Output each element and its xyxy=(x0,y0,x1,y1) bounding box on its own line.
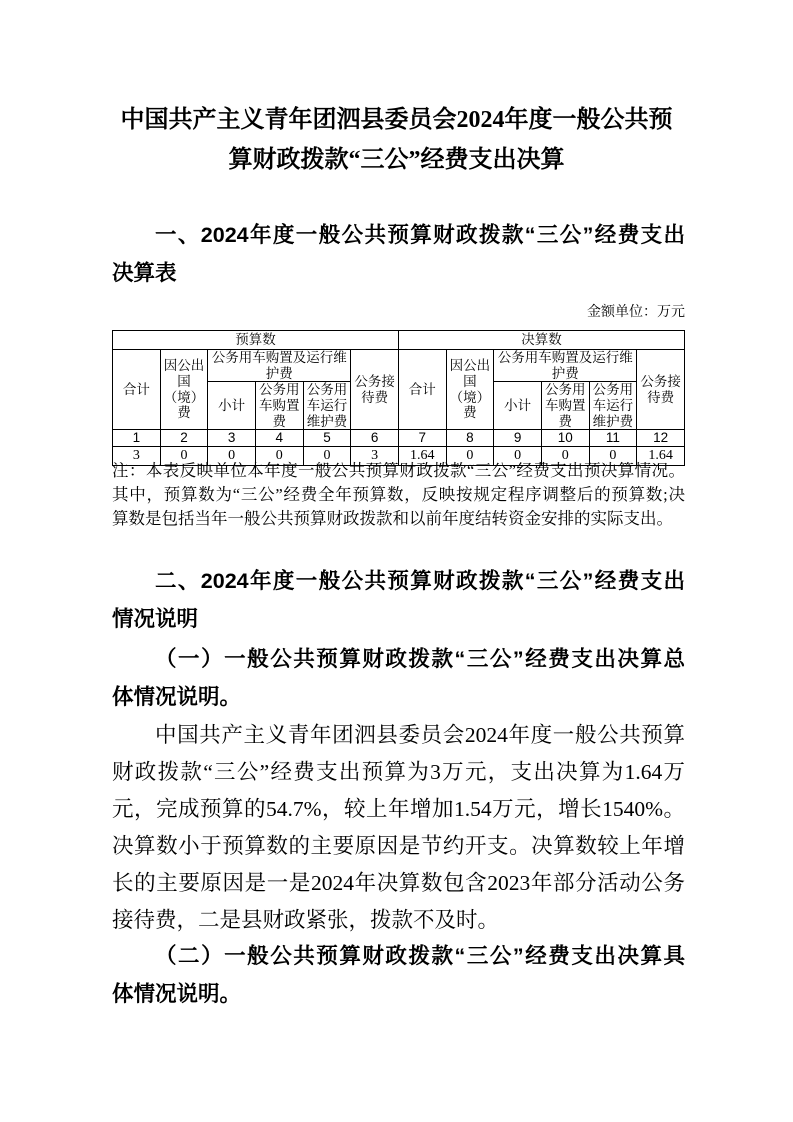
column-number-cell: 11 xyxy=(589,430,637,447)
table-note-line-1: 注：本表反映单位本年度一般公共预算财政拨款“三公”经费支出预决算情况。 xyxy=(112,461,685,480)
three-public-expense-table xyxy=(112,330,685,466)
summary-paragraph-line-3: 元，完成预算的54.7%，较上年增加1.54万元，增长1540%。 xyxy=(112,797,685,821)
header-budget-group: 预算数 xyxy=(113,331,399,350)
header-budget-vehicle-maintenance: 公务用车运行维护费 xyxy=(303,382,351,430)
header-budget-vehicle-group: 公务用车购置及运行维护费 xyxy=(208,350,351,382)
value-cell-final-abroad: 0 xyxy=(446,447,494,466)
value-cell-budget-purchase: 0 xyxy=(255,447,303,466)
section-two-heading-line-2: 情况说明 xyxy=(112,607,199,631)
header-final-vehicle-maintenance: 公务用车运行维护费 xyxy=(589,382,637,430)
table-note-line-2: 其中，预算数为“三公”经费全年预算数，反映按规定程序调整后的预算数;决 xyxy=(112,485,685,504)
header-final-vehicle-purchase: 公务用车购置费 xyxy=(541,382,589,430)
section-two-heading xyxy=(112,562,685,638)
section-one-heading-line-2: 决算表 xyxy=(112,261,177,285)
subsection-two-heading xyxy=(112,937,685,1013)
document-title-line-1: 中国共产主义青年团泗县委员会2024年度一般公共预 xyxy=(120,107,673,133)
value-cell-budget-subtotal: 0 xyxy=(208,447,256,466)
column-number-cell: 6 xyxy=(351,430,399,447)
header-final-abroad-fee: 因公出国（境）费 xyxy=(446,350,494,430)
column-number-cell: 12 xyxy=(637,430,685,447)
summary-paragraph-line-2: 财政拨款“三公”经费支出预算为3万元，支出决算为1.64万 xyxy=(112,760,685,784)
column-number-cell: 10 xyxy=(541,430,589,447)
value-cell-budget-abroad: 0 xyxy=(160,447,208,466)
column-number-cell: 3 xyxy=(208,430,256,447)
summary-paragraph-line-1: 中国共产主义青年团泗县委员会2024年度一般公共预算 xyxy=(155,723,685,747)
amount-unit-label: 金额单位：万元 xyxy=(587,305,685,320)
table-note xyxy=(112,459,685,531)
column-number-cell: 9 xyxy=(494,430,542,447)
value-cell-final-total: 1.64 xyxy=(398,447,446,466)
column-number-cell: 4 xyxy=(255,430,303,447)
subsection-two-heading-line-2: 体情况说明。 xyxy=(112,982,242,1006)
section-one-heading xyxy=(112,216,685,292)
document-title xyxy=(0,100,793,180)
summary-paragraph-line-5: 长的主要原因是一是2024年决算数包含2023年部分活动公务 xyxy=(112,871,685,895)
header-budget-abroad-fee: 因公出国（境）费 xyxy=(160,350,208,430)
column-number-cell: 8 xyxy=(446,430,494,447)
value-cell-budget-reception: 3 xyxy=(351,447,399,466)
header-final-vehicle-subtotal: 小计 xyxy=(494,382,542,430)
header-budget-reception-fee: 公务接待费 xyxy=(351,350,399,430)
value-cell-final-subtotal: 0 xyxy=(494,447,542,466)
value-cell-final-reception: 1.64 xyxy=(637,447,685,466)
header-budget-vehicle-purchase: 公务用车购置费 xyxy=(255,382,303,430)
header-final-total: 合计 xyxy=(398,350,446,430)
header-final-group: 决算数 xyxy=(398,331,684,350)
section-two-heading-line-1: 二、2024年度一般公共预算财政拨款“三公”经费支出 xyxy=(155,569,685,593)
value-cell-budget-total: 3 xyxy=(113,447,161,466)
subsection-one-heading-line-1: （一）一般公共预算财政拨款“三公”经费支出决算总 xyxy=(155,647,685,671)
summary-paragraph-line-6: 接待费，二是县财政紧张，拨款不及时。 xyxy=(112,908,500,932)
column-number-cell: 5 xyxy=(303,430,351,447)
column-number-cell: 1 xyxy=(113,430,161,447)
budget-final-table xyxy=(112,330,685,466)
summary-paragraph-line-4: 决算数小于预算数的主要原因是节约开支。决算数较上年增 xyxy=(112,834,685,858)
document-title-line-2: 算财政拨款“三公”经费支出决算 xyxy=(228,147,565,173)
summary-paragraph xyxy=(112,717,685,939)
value-cell-budget-maintenance: 0 xyxy=(303,447,351,466)
subsection-one-heading xyxy=(112,640,685,716)
header-final-reception-fee: 公务接待费 xyxy=(637,350,685,430)
column-number-cell: 7 xyxy=(398,430,446,447)
section-one-heading-line-1: 一、2024年度一般公共预算财政拨款“三公”经费支出 xyxy=(155,223,685,247)
column-number-row xyxy=(113,430,685,447)
value-cell-final-purchase: 0 xyxy=(541,447,589,466)
header-budget-vehicle-subtotal: 小计 xyxy=(208,382,256,430)
subsection-one-heading-line-2: 体情况说明。 xyxy=(112,685,242,709)
header-final-vehicle-group: 公务用车购置及运行维护费 xyxy=(494,350,637,382)
header-budget-total: 合计 xyxy=(113,350,161,430)
subsection-two-heading-line-1: （二）一般公共预算财政拨款“三公”经费支出决算具 xyxy=(155,944,685,968)
value-cell-final-maintenance: 0 xyxy=(589,447,637,466)
column-number-cell: 2 xyxy=(160,430,208,447)
table-note-line-3: 算数是包括当年一般公共预算财政拨款和以前年度结转资金安排的实际支出。 xyxy=(112,509,673,528)
